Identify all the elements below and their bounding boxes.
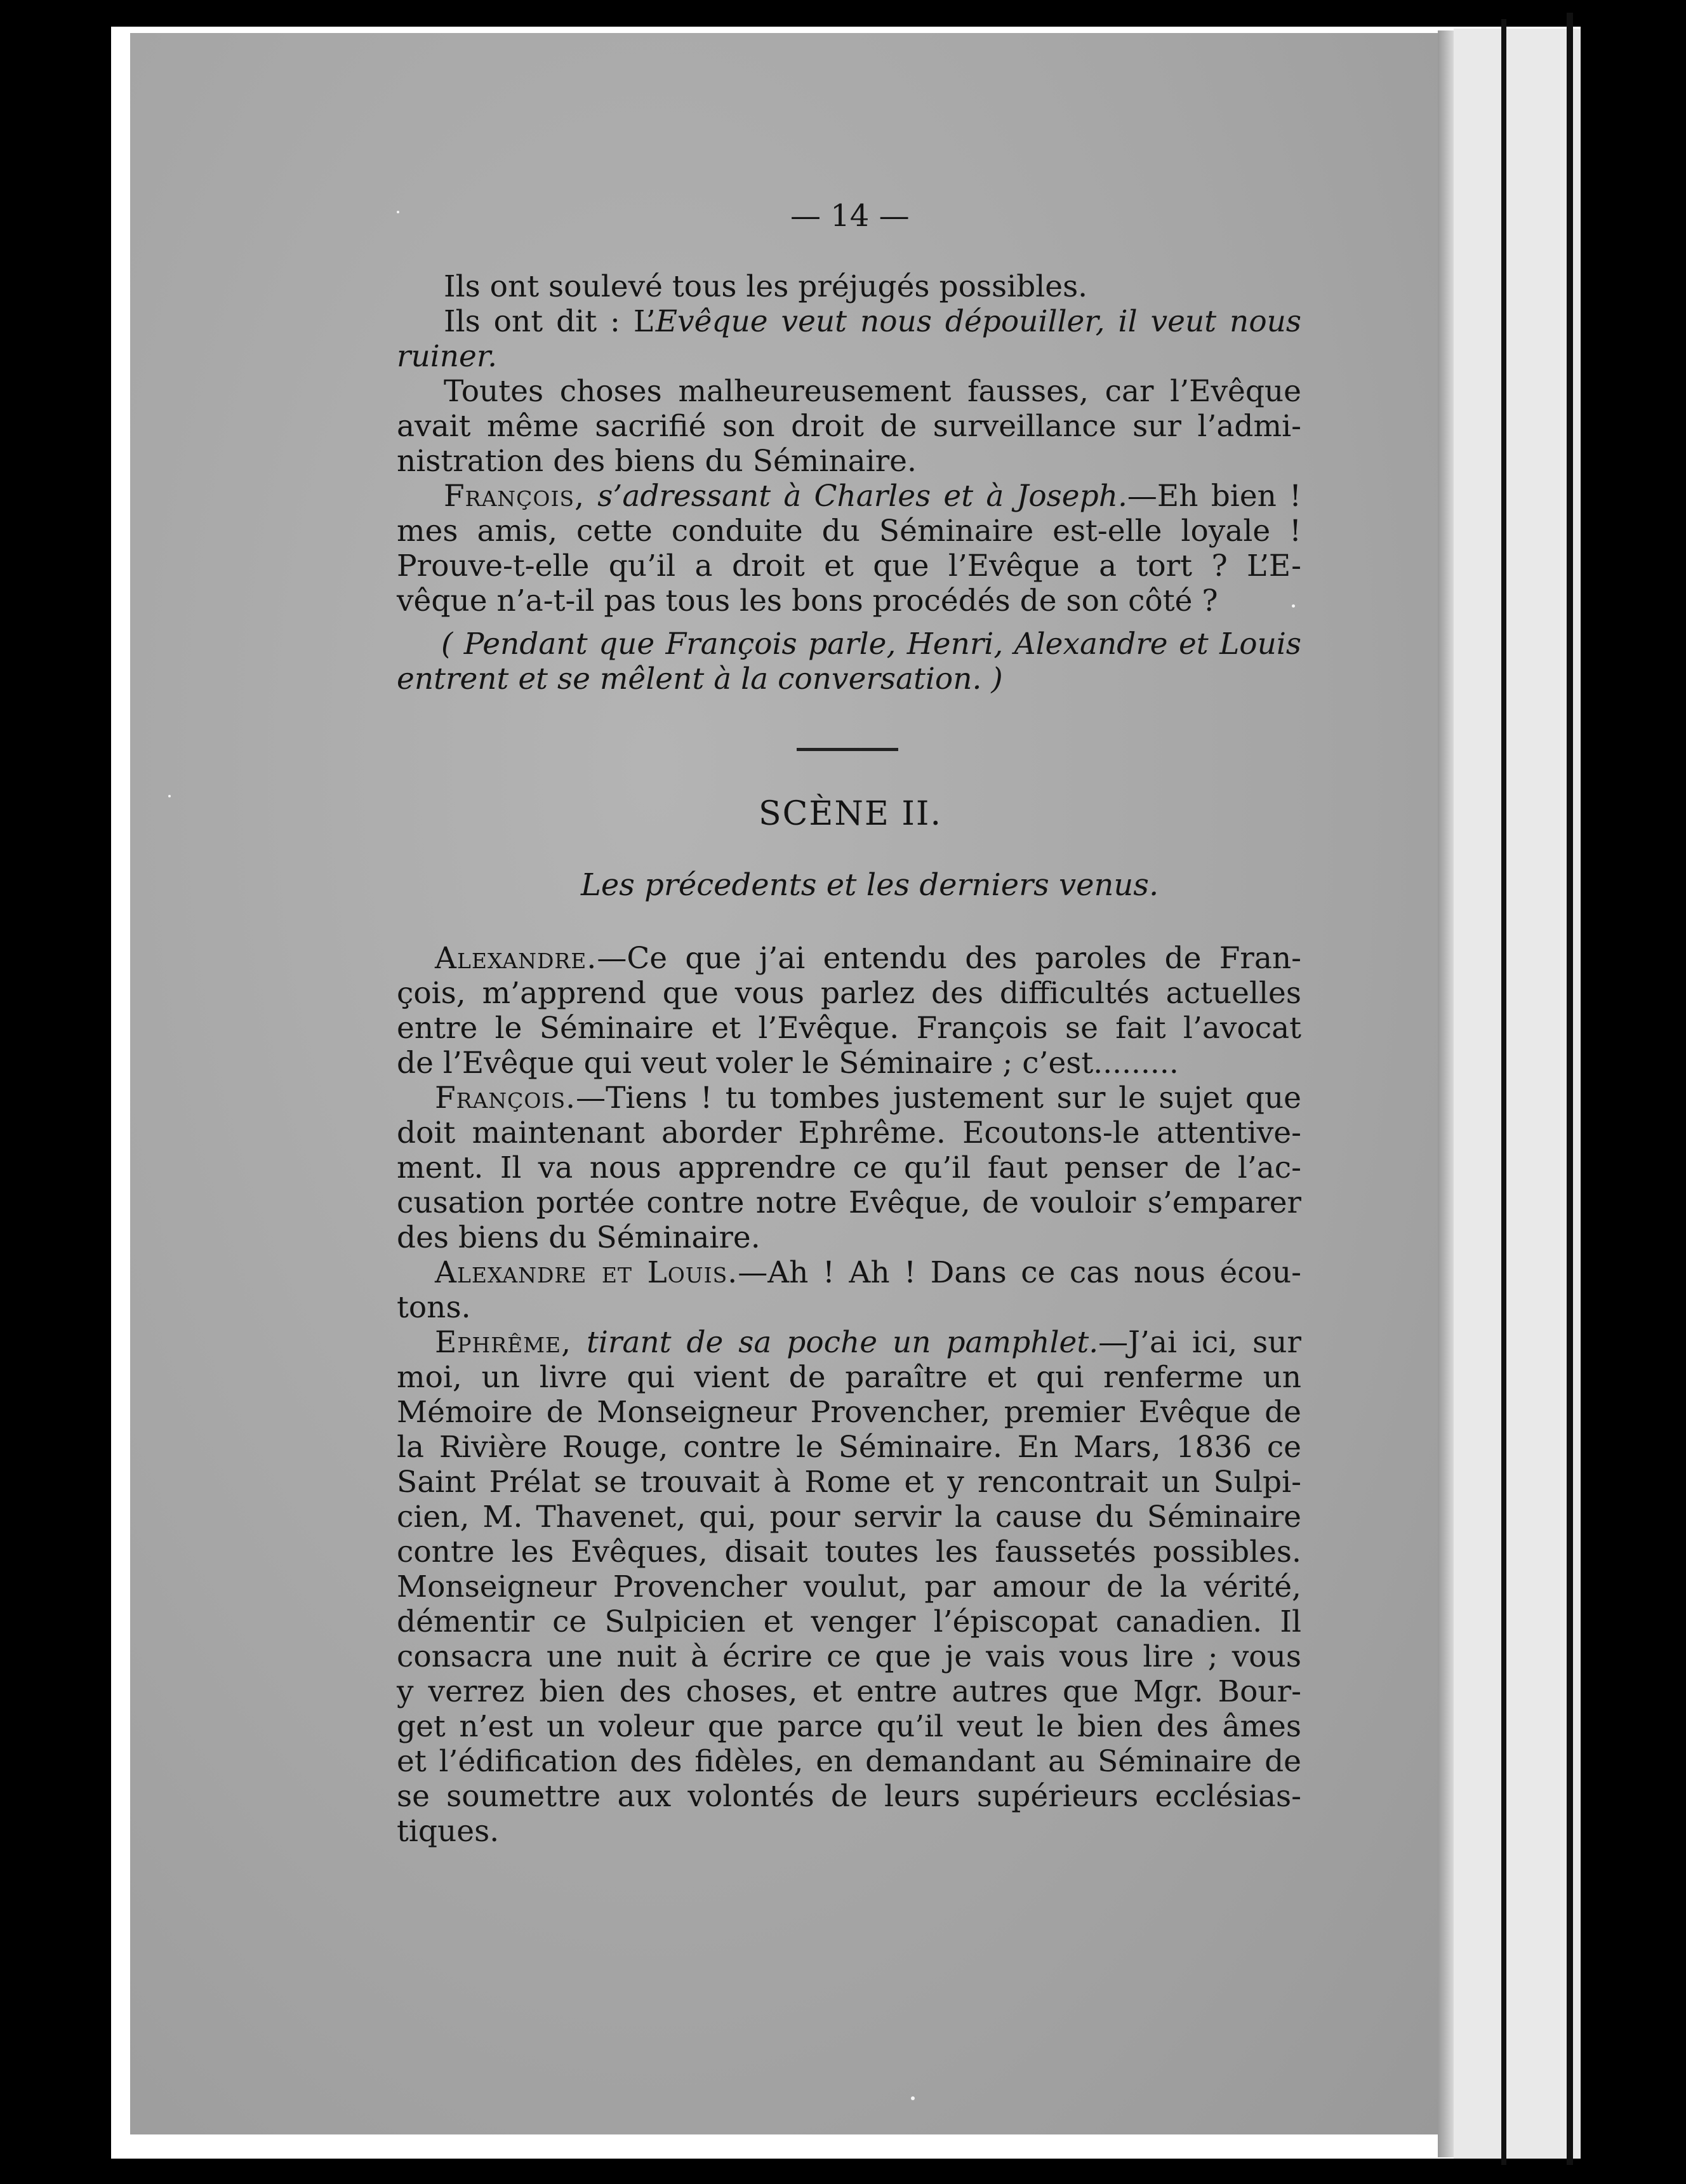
facing-page-strip xyxy=(1454,29,1581,2159)
text-line: Ils ont soulevé tous les préjugés possibles. xyxy=(444,269,1088,304)
text-line: Ils ont dit : L’Evêque veut nous dépouiller, il veut nous xyxy=(444,304,1302,339)
text-line: Prouve-t-elle qu’il a droit et que l’Evêque a tort ? L’E- xyxy=(397,549,1301,583)
text-line: moi, un livre qui vient de paraître et qui renferme un xyxy=(397,1360,1301,1395)
text-line: ruiner. xyxy=(397,339,498,374)
scan-border-right xyxy=(1581,0,1686,2184)
scene-title: SCÈNE II. xyxy=(759,795,942,833)
text-line: Mémoire de Monseigneur Provencher, premier Evêque de xyxy=(397,1395,1301,1430)
text-line: avait même sacrifié son droit de surveillance sur l’admi- xyxy=(397,409,1301,444)
stage-direction: entrent et se mêlent à la conversation. ) xyxy=(397,662,1003,696)
text-line: Alexandre.—Ce que j’ai entendu des paroles de Fran- xyxy=(435,941,1301,976)
text-line: entre le Séminaire et l’Evêque. François se fait l’avocat xyxy=(397,1011,1301,1046)
text-line: cusation portée contre notre Evêque, de vouloir s’emparer xyxy=(397,1185,1301,1220)
text-line: la Rivière Rouge, contre le Séminaire. En Mars, 1836 ce xyxy=(397,1430,1301,1465)
facing-page-line xyxy=(1567,13,1573,2165)
text-line: y verrez bien des choses, et entre autres que Mgr. Bour- xyxy=(397,1674,1301,1709)
text-line: çois, m’apprend que vous parlez des difficultés actuelles xyxy=(397,976,1301,1011)
page-number: — 14 — xyxy=(790,198,910,234)
scan-border-bottom xyxy=(0,2159,1686,2184)
text-line: vêque n’a-t-il pas tous les bons procédés de son côté ? xyxy=(397,583,1218,618)
text-line: Alexandre et Louis.—Ah ! Ah ! Dans ce cas nous écou- xyxy=(435,1255,1301,1290)
text-line: nistration des biens du Séminaire. xyxy=(397,444,917,479)
scan-border-top xyxy=(0,0,1686,27)
text-line: get n’est un voleur que parce qu’il veut le bien des âmes xyxy=(397,1709,1301,1744)
text-line: contre les Evêques, disait toutes les faussetés possibles. xyxy=(397,1535,1301,1569)
scene-subtitle: Les précedents et les derniers venus. xyxy=(581,867,1159,903)
text-line: Ephrême, tirant de sa poche un pamphlet.—J’ai ici, sur xyxy=(435,1325,1301,1360)
facing-page-line xyxy=(1501,19,1506,2165)
text-line: ment. Il va nous apprendre ce qu’il faut penser de l’ac- xyxy=(397,1150,1301,1185)
text-line: cien, M. Thavenet, qui, pour servir la cause du Séminaire xyxy=(397,1500,1301,1535)
text-line: tons. xyxy=(397,1290,471,1325)
text-line: doit maintenant aborder Ephrême. Ecoutons-le attentive- xyxy=(397,1115,1301,1150)
text-line: Toutes choses malheureusement fausses, car l’Evêque xyxy=(444,374,1301,409)
text-line: François, s’adressant à Charles et à Joseph.—Eh bien ! xyxy=(444,479,1301,514)
section-divider xyxy=(797,748,898,751)
text-line: de l’Evêque qui veut voler le Séminaire ; c’est......... xyxy=(397,1046,1179,1081)
text-line: mes amis, cette conduite du Séminaire est-elle loyale ! xyxy=(397,514,1301,549)
page-edge xyxy=(1438,30,1454,2157)
text-line: des biens du Séminaire. xyxy=(397,1220,760,1255)
text-line: François.—Tiens ! tu tombes justement sur le sujet que xyxy=(435,1081,1301,1115)
text-line: tiques. xyxy=(397,1814,500,1849)
text-line: Saint Prélat se trouvait à Rome et y rencontrait un Sulpi- xyxy=(397,1465,1301,1500)
text-line: consacra une nuit à écrire ce que je vais vous lire ; vous xyxy=(397,1639,1301,1674)
text-line: Monseigneur Provencher voulut, par amour de la vérité, xyxy=(397,1569,1301,1604)
scan-border-left xyxy=(0,0,111,2184)
text-line: se soumettre aux volontés de leurs supérieurs ecclésias- xyxy=(397,1779,1301,1814)
text-line: démentir ce Sulpicien et venger l’épiscopat canadien. Il xyxy=(397,1604,1301,1639)
text-line: et l’édification des fidèles, en demandant au Séminaire de xyxy=(397,1744,1301,1779)
stage-direction: ( Pendant que François parle, Henri, Alexandre et Louis xyxy=(441,627,1301,662)
